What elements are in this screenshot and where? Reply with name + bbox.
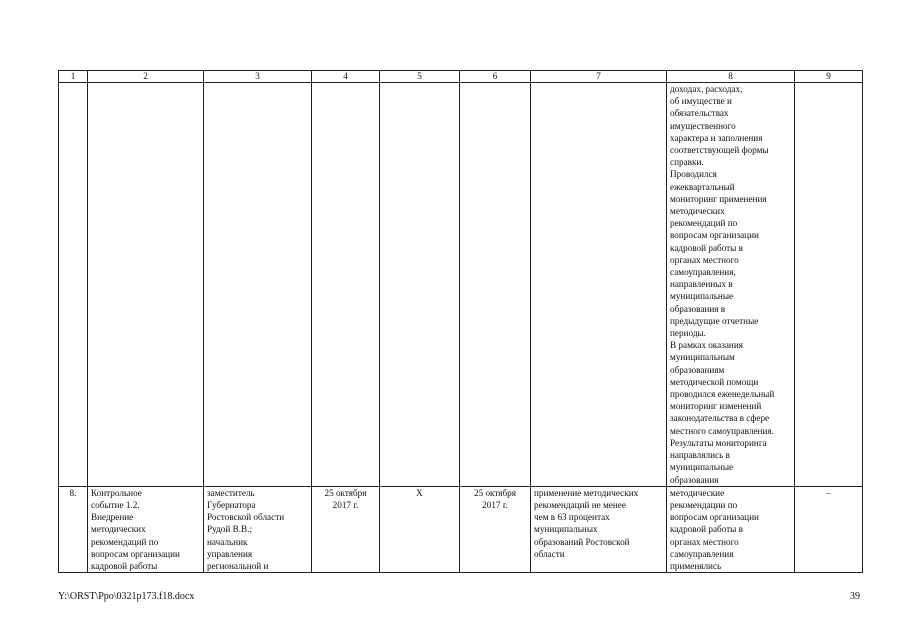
cell-empty (531, 83, 667, 487)
page-number: 39 (850, 591, 860, 602)
table-row-continued (59, 83, 863, 487)
header-col-2: 2 (88, 71, 204, 83)
header-row (59, 71, 863, 83)
cell-actual-result: методические рекомендации по вопросам организации кадровой работы в органах местного самоуправления применялись (667, 486, 795, 572)
cell-col5: Х (380, 486, 460, 572)
cell-empty (88, 83, 204, 487)
header-col-8: 8 (667, 71, 795, 83)
cell-empty (59, 83, 88, 487)
table-row-8 (59, 486, 863, 572)
cell-responsible: заместитель Губернатора Ростовской области Рудой В.В.; начальник управления региональной и (204, 486, 312, 572)
cell-result-text: доходах, расходах, об имуществе и обязательствах имущественного характера и заполнения соответствующей формы справки. Проводился ежеквартальный мониторинг применения методических рекомендаций по вопросам организации кадровой работы в органах местного самоуправления, направленных в муниципальные образования в предыдущие отчетные периоды. В рамках оказания муниципальным образованиям методической помощи проводился еженедельный мониторинг изменений законодательства в сфере местного самоуправления. Результаты мониторинга направлялись в муниципальные образования (667, 83, 795, 487)
header-col-3: 3 (204, 71, 312, 83)
cell-empty (380, 83, 460, 487)
cell-empty (204, 83, 312, 487)
header-col-6: 6 (460, 71, 531, 83)
cell-actual-date: 25 октября 2017 г. (460, 486, 531, 572)
cell-notes: – (795, 486, 863, 572)
header-col-5: 5 (380, 71, 460, 83)
cell-row-number: 8. (59, 486, 88, 572)
header-col-9: 9 (795, 71, 863, 83)
report-table (58, 70, 863, 573)
cell-expected-result: применение методических рекомендаций не менее чем в 63 процентах муниципальных образований Ростовской области (531, 486, 667, 572)
header-col-7: 7 (531, 71, 667, 83)
footer-file-path: Y:\ORST\Ppo\0321p173.f18.docx (58, 591, 195, 602)
cell-empty (460, 83, 531, 487)
header-col-4: 4 (312, 71, 380, 83)
cell-empty (312, 83, 380, 487)
cell-planned-date: 25 октября 2017 г. (312, 486, 380, 572)
cell-event-name: Контрольное событие 1.2. Внедрение методических рекомендаций по вопросам организации кадровой работы (88, 486, 204, 572)
header-col-1: 1 (59, 71, 88, 83)
cell-empty (795, 83, 863, 487)
